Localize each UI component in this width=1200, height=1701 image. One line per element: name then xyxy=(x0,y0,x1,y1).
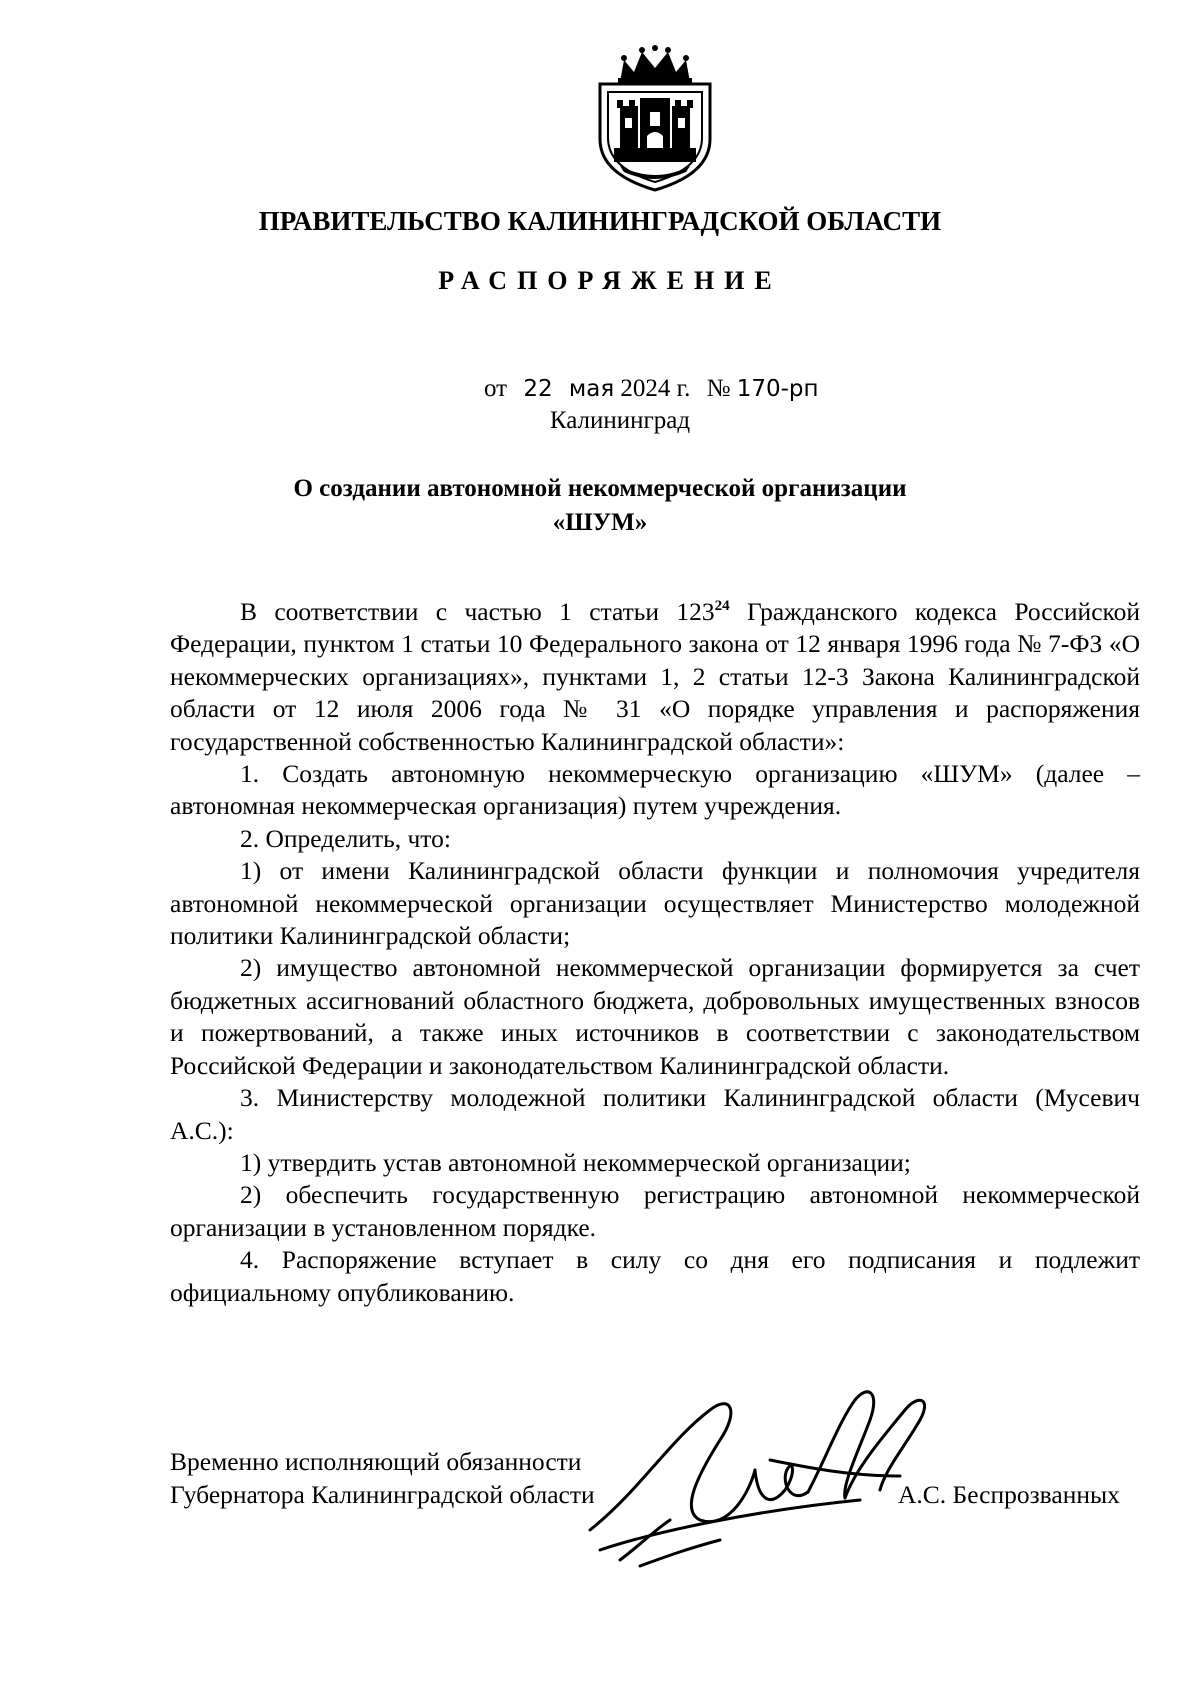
paragraph-2-2: 2) имущество автономной некоммерческой организации формируется за счет бюджетных ассигнований областного бюджета, добровольных имущественных взносов и пожертвований, а также иных источников в соответствии с законодательством Российской Федерации и законодательством Калининградской области. xyxy=(170,953,1140,1080)
paragraph-2: 2. Определить, что: xyxy=(240,823,451,853)
signatory-position xyxy=(170,1445,595,1511)
document-type: РАСПОРЯЖЕНИЕ xyxy=(438,266,782,295)
coat-of-arms-icon xyxy=(590,44,720,194)
article-superscript: 24 xyxy=(714,598,730,614)
date-day: 22 xyxy=(523,376,553,402)
signatory-name: А.С. Беспрозванных xyxy=(898,1480,1120,1509)
paragraph-2-1: 1) от имени Калининградской области функции и полномочия учредителя автономной некоммерческой организации осуществляет Министерство молодежной политики Калининградской области; xyxy=(170,856,1140,951)
organization-name: ПРАВИТЕЛЬСТВО КАЛИНИНГРАДСКОЙ ОБЛАСТИ xyxy=(258,206,942,236)
paragraph-3-2: 2) обеспечить государственную регистрацию автономной некоммерческой организации в установленном порядке. xyxy=(170,1180,1140,1242)
paragraph-1: 1. Создать автономную некоммерческую организацию «ШУМ» (далее – автономная некоммерческая организация) путем учреждения. xyxy=(170,759,1140,821)
preamble-paragraph xyxy=(170,596,1140,758)
paragraph-3: 3. Министерству молодежной политики Калининградской области (Мусевич А.С.): xyxy=(170,1083,1140,1145)
number-sign: № xyxy=(706,375,731,402)
date-number-line xyxy=(484,375,819,403)
document-title xyxy=(0,472,1200,540)
preamble-text-start: В соответствии с частью 1 статьи 123 xyxy=(240,597,715,626)
preamble-text-end: Гражданского кодекса Российской Федерации, пунктом 1 статьи 10 Федерального закона от 12 января 1996 года № 7-ФЗ «О некоммерческих организациях», пунктами 1, 2 статьи 12-3 Закона Калининградской области от 12 июля 2006 года № 31 «О порядке управления и распоряжения государственной собственностью Калининградской области»: xyxy=(170,597,1140,756)
document-body xyxy=(170,596,1140,1309)
title-line-2: «ШУМ» xyxy=(552,509,648,536)
handwritten-signature-icon xyxy=(580,1380,960,1570)
position-line-2: Губернатора Калининградской области xyxy=(170,1480,595,1509)
document-number: 170-рп xyxy=(736,376,819,402)
position-line-1: Временно исполняющий обязанности xyxy=(170,1447,582,1476)
date-month: мая xyxy=(568,376,615,402)
title-line-1: О создании автономной некоммерческой организации xyxy=(293,475,907,502)
paragraph-3-1: 1) утвердить устав автономной некоммерческой организации; xyxy=(240,1147,911,1177)
date-prefix: от xyxy=(484,375,508,402)
city: Калининград xyxy=(549,407,691,434)
date-year: 2024 г. xyxy=(620,375,691,402)
paragraph-4: 4. Распоряжение вступает в силу со дня его подписания и подлежит официальному опубликованию. xyxy=(170,1245,1140,1307)
